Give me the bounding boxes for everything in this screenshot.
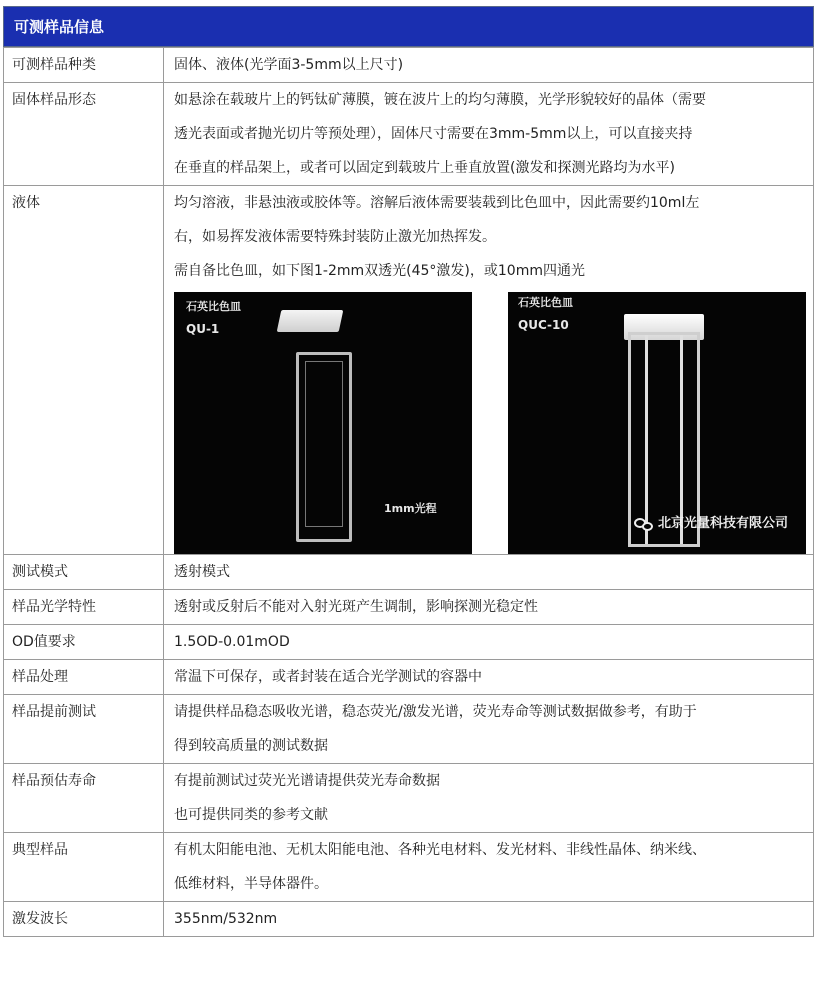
table-row <box>4 695 814 764</box>
photo-note: 1mm光程 <box>384 502 437 515</box>
table-row <box>4 625 814 660</box>
value-line: 透射或反射后不能对入射光斑产生调制，影响探测光稳定性 <box>174 599 538 615</box>
cuvette-cap <box>277 310 344 332</box>
value-line: 透光表面或者抛光切片等预处理），固体尺寸需要在3mm-5mm以上，可以直接夹持 <box>174 126 693 142</box>
value-line: 常温下可保存，或者封装在适合光学测试的容器中 <box>174 669 482 685</box>
wechat-icon <box>634 517 654 531</box>
table-row <box>4 764 814 833</box>
value-line: 355nm/532nm <box>174 911 278 927</box>
value-line: 均匀溶液，非悬浊液或胶体等。溶解后液体需要装载到比色皿中，因此需要约10ml左 <box>174 195 700 211</box>
row-value <box>164 555 814 590</box>
value-line: 1.5OD-0.01mOD <box>174 634 290 650</box>
row-key: 典型样品 <box>4 833 164 902</box>
sample-info-table <box>3 6 814 937</box>
value-line: 透射模式 <box>174 564 230 580</box>
watermark <box>634 516 788 532</box>
table-title: 可测样品信息 <box>3 6 814 47</box>
value-line: 需自备比色皿，如下图1-2mm双透光(45°激发)，或10mm四通光 <box>174 263 585 279</box>
row-key: 激发波长 <box>4 902 164 937</box>
table-row <box>4 186 814 555</box>
value-line: 有机太阳能电池、无机太阳能电池、各种光电材料、发光材料、非线性晶体、纳米线、 <box>174 842 706 858</box>
row-key: 样品预估寿命 <box>4 764 164 833</box>
row-key: 测试模式 <box>4 555 164 590</box>
row-key: 液体 <box>4 186 164 555</box>
row-key: 样品处理 <box>4 660 164 695</box>
value-line: 请提供样品稳态吸收光谱，稳态荧光/激发光谱，荧光寿命等测试数据做参考，有助于 <box>174 704 697 720</box>
photo-model: QU-1 <box>186 322 220 336</box>
cuvette-photo-quc10 <box>508 292 806 554</box>
photo-label: 石英比色皿 <box>518 296 573 309</box>
row-value <box>164 902 814 937</box>
value-line: 右，如易挥发液体需要特殊封装防止激光加热挥发。 <box>174 229 496 245</box>
watermark-text: 北京光量科技有限公司 <box>657 516 788 531</box>
table-row <box>4 902 814 937</box>
value-line: 有提前测试过荧光光谱请提供荧光寿命数据 <box>174 773 440 789</box>
photo-model: QUC-10 <box>518 318 569 332</box>
cuvette-body <box>628 332 700 547</box>
value-line: 固体、液体(光学面3-5mm以上尺寸) <box>174 57 404 73</box>
row-value <box>164 83 814 186</box>
table-row <box>4 660 814 695</box>
table-row <box>4 48 814 83</box>
row-key: 样品提前测试 <box>4 695 164 764</box>
row-value <box>164 764 814 833</box>
cuvette-images <box>174 292 807 554</box>
table-row <box>4 83 814 186</box>
value-line: 低维材料，半导体器件。 <box>174 876 328 892</box>
photo-label: 石英比色皿 <box>186 300 241 313</box>
row-value <box>164 833 814 902</box>
value-line: 也可提供同类的参考文献 <box>174 807 328 823</box>
row-key: 样品光学特性 <box>4 590 164 625</box>
table-row <box>4 833 814 902</box>
row-value <box>164 590 814 625</box>
value-line: 如悬涂在载玻片上的钙钛矿薄膜，镀在波片上的均匀薄膜，光学形貌较好的晶体（需要 <box>174 92 706 108</box>
row-value <box>164 186 814 555</box>
row-key: 可测样品种类 <box>4 48 164 83</box>
row-value <box>164 48 814 83</box>
row-value <box>164 660 814 695</box>
info-table <box>3 47 814 937</box>
table-row <box>4 555 814 590</box>
row-value <box>164 695 814 764</box>
value-line: 在垂直的样品架上，或者可以固定到载玻片上垂直放置(激发和探测光路均为水平) <box>174 160 675 176</box>
row-key: OD值要求 <box>4 625 164 660</box>
table-row <box>4 590 814 625</box>
value-line: 得到较高质量的测试数据 <box>174 738 328 754</box>
row-value <box>164 625 814 660</box>
cuvette-body <box>296 352 352 542</box>
row-key: 固体样品形态 <box>4 83 164 186</box>
cuvette-photo-qu1 <box>174 292 472 554</box>
